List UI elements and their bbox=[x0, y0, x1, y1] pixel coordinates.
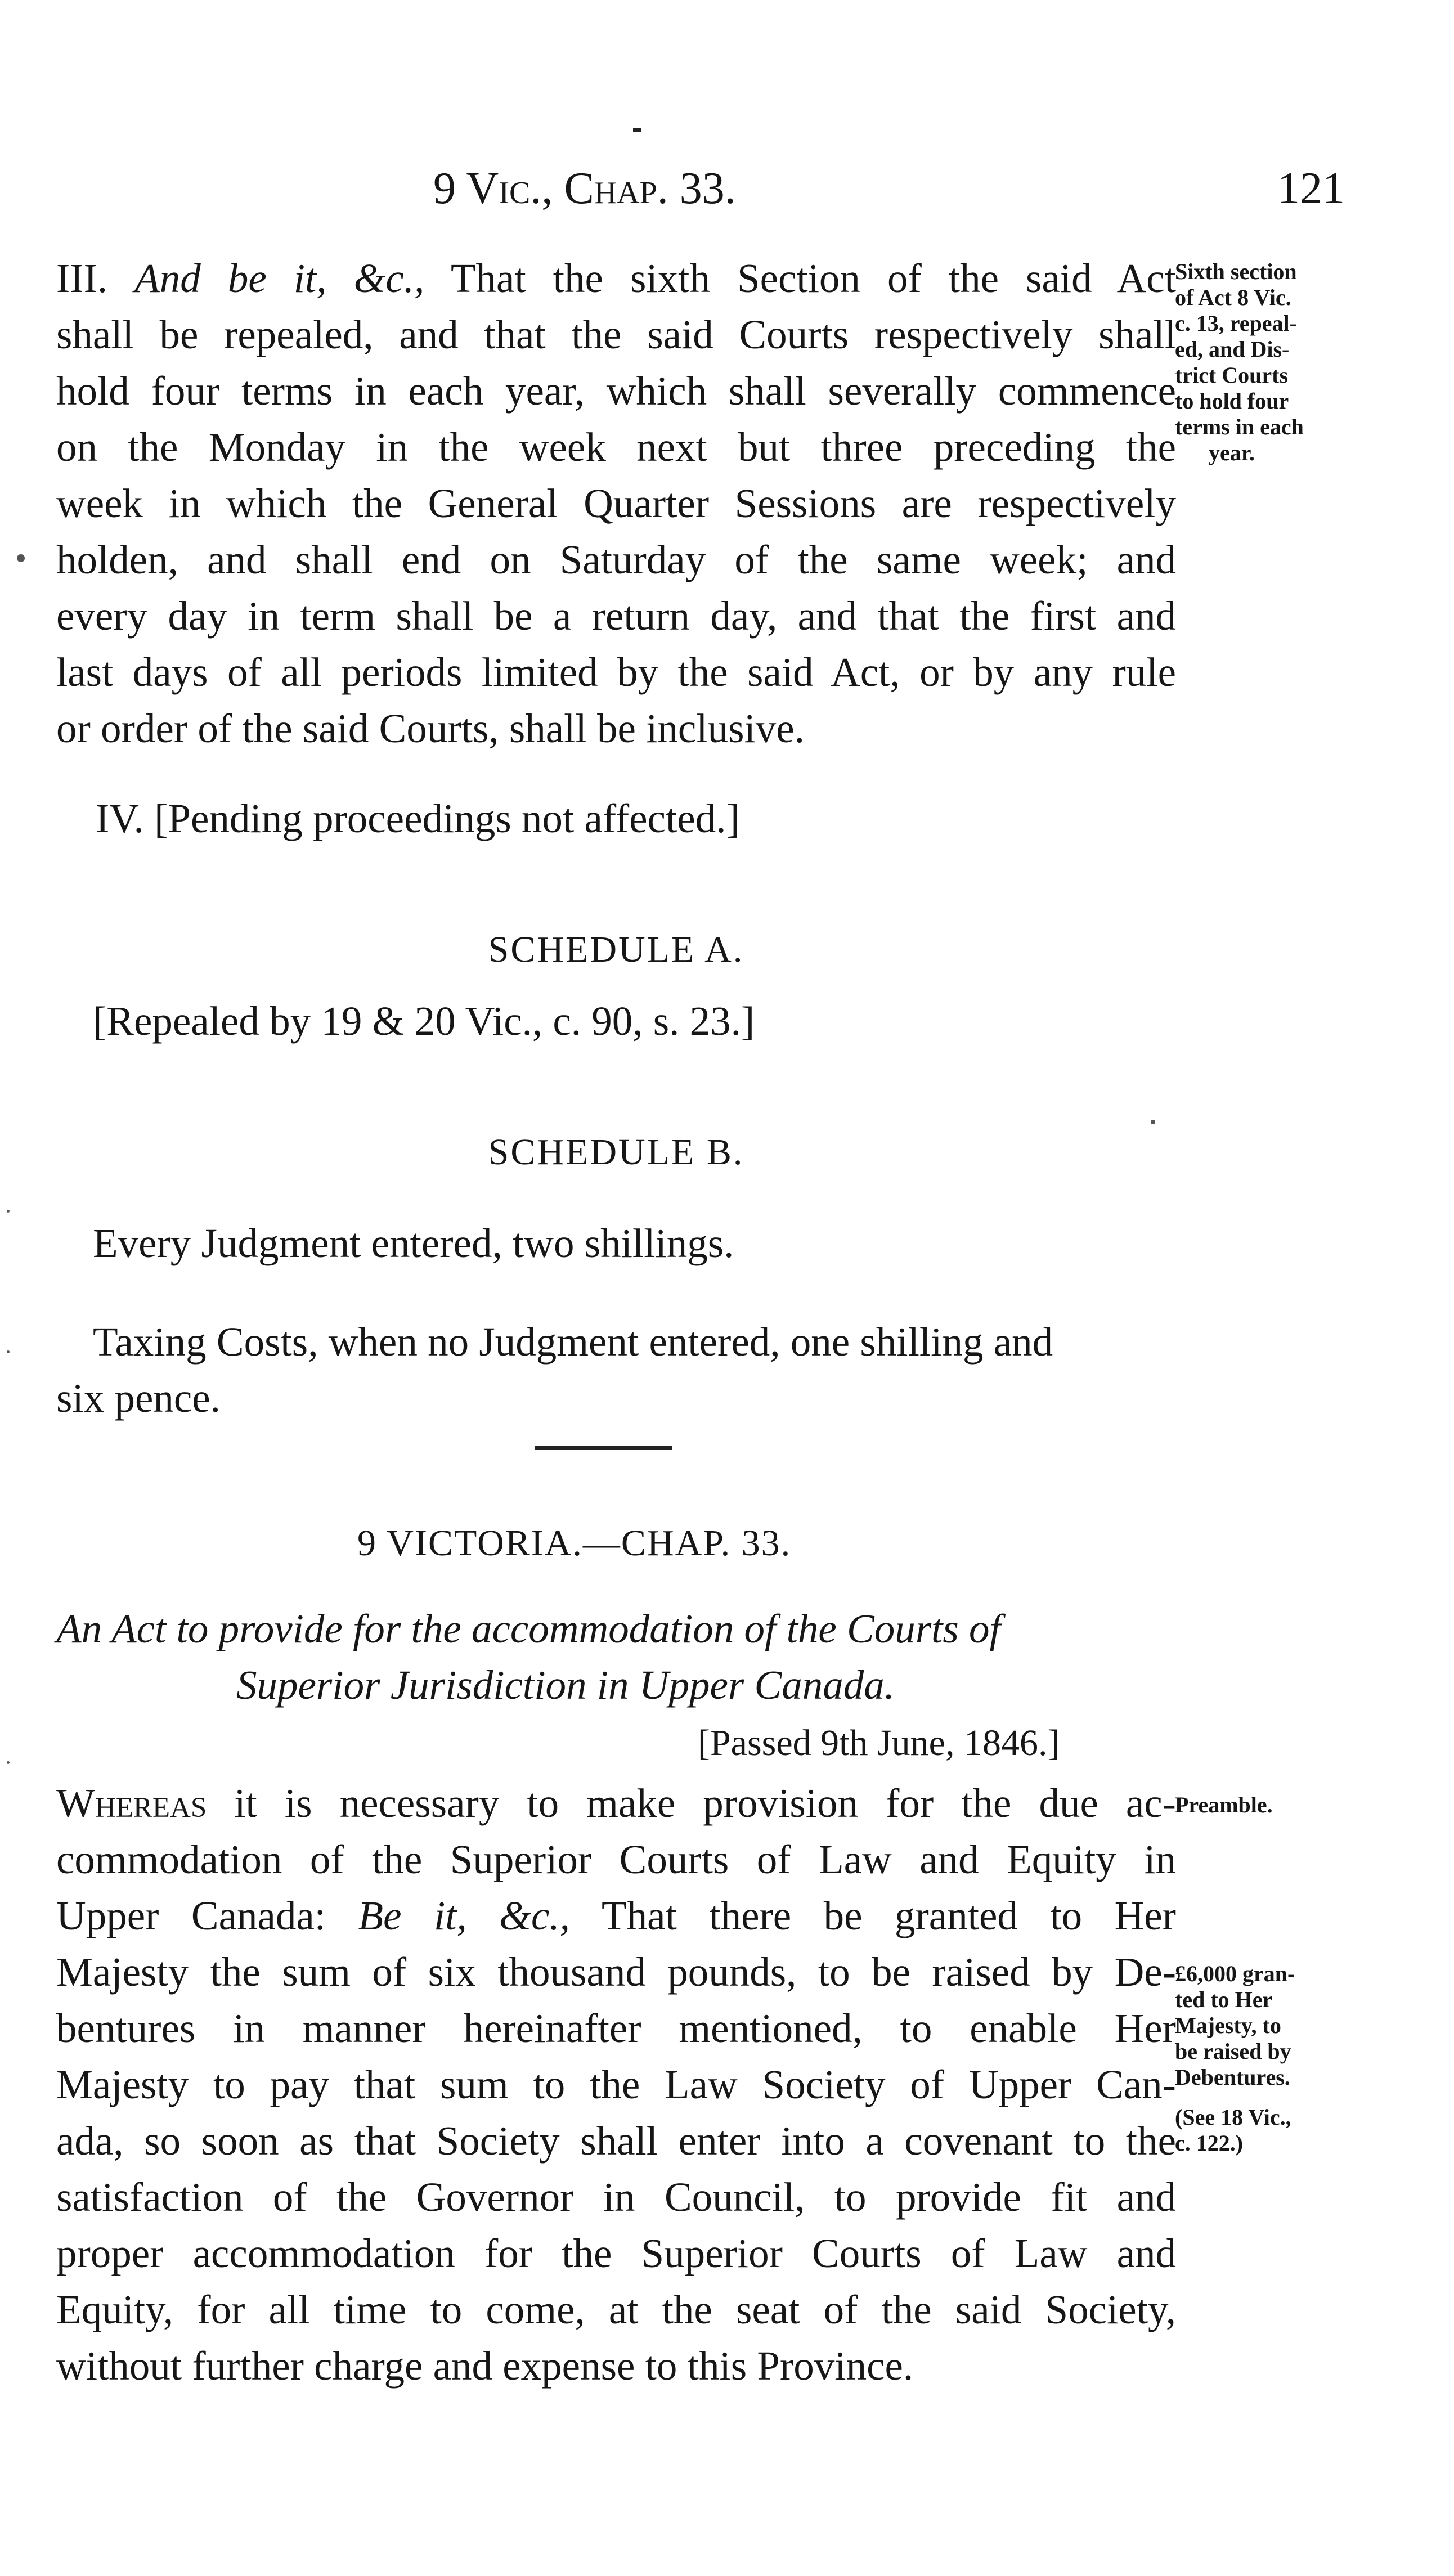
chapter-line-9: proper accommodation for the Superior Courts of Law and bbox=[56, 2231, 1176, 2276]
chapter-line-8: satisfaction of the Governor in Council, to provide fit and bbox=[56, 2174, 1176, 2220]
scan-speck bbox=[17, 554, 25, 562]
section-divider-rule bbox=[535, 1446, 672, 1450]
margin-note-grant: £6,000 gran- ted to Her Majesty, to be raised by Debentures. (See 18 Vic., c. 122.) bbox=[1175, 1961, 1295, 2156]
chapter-line-4: Majesty the sum of six thousand pounds, to be raised by De- bbox=[56, 1949, 1176, 1995]
section-iii-line-5: week in which the General Quarter Sessions are respectively bbox=[56, 481, 1176, 526]
top-mark bbox=[633, 128, 641, 132]
schedule-b-heading: SCHEDULE B. bbox=[488, 1132, 744, 1173]
margin-note-sixth-section: Sixth section of Act 8 Vic. c. 13, repeal- ed, and Dis- trict Courts to hold four terms in each year. bbox=[1175, 259, 1304, 465]
scan-speck bbox=[7, 1210, 10, 1213]
chapter-heading: 9 VICTORIA.—CHAP. 33. bbox=[357, 1523, 792, 1564]
scan-speck bbox=[7, 1761, 10, 1764]
schedule-b-item-1: Every Judgment entered, two shillings. bbox=[93, 1220, 734, 1266]
section-iv: IV. [Pending proceedings not affected.] bbox=[96, 796, 740, 841]
act-title-line-2: Superior Jurisdiction in Upper Canada. bbox=[236, 1662, 895, 1708]
section-iii-line-1: III. And be it, &c., That the sixth Section of the said Act bbox=[56, 255, 1176, 301]
schedule-b-item-2-line-1: Taxing Costs, when no Judgment entered, one shilling and bbox=[93, 1319, 1053, 1365]
chapter-line-11: without further charge and expense to this Province. bbox=[56, 2343, 914, 2389]
chapter-line-7: ada, so soon as that Society shall enter into a covenant to the bbox=[56, 2118, 1176, 2164]
schedule-a-heading: SCHEDULE A. bbox=[488, 929, 744, 970]
scan-speck bbox=[7, 1350, 10, 1353]
chapter-line-2: commodation of the Superior Courts of Law and Equity in bbox=[56, 1837, 1176, 1882]
schedule-a-text: [Repealed by 19 & 20 Vic., c. 90, s. 23.] bbox=[93, 998, 755, 1044]
section-iii-line-9: or order of the said Courts, shall be inclusive. bbox=[56, 706, 805, 751]
section-iii-line-6: holden, and shall end on Saturday of the same week; and bbox=[56, 537, 1176, 582]
margin-note-preamble: Preamble. bbox=[1175, 1792, 1273, 1817]
act-title-line-1: An Act to provide for the accommodation of the Courts of bbox=[56, 1606, 1001, 1651]
section-iii-line-4: on the Monday in the week next but three preceding the bbox=[56, 424, 1176, 470]
chapter-line-6: Majesty to pay that sum to the Law Society of Upper Can- bbox=[56, 2062, 1176, 2107]
chapter-line-5: bentures in manner hereinafter mentioned, to enable Her bbox=[56, 2005, 1176, 2051]
chapter-line-3: Upper Canada: Be it, &c., That there be granted to Her bbox=[56, 1893, 1176, 1938]
scan-speck bbox=[1151, 1120, 1155, 1124]
schedule-b-item-2-line-2: six pence. bbox=[56, 1375, 221, 1421]
section-iii-line-3: hold four terms in each year, which shall severally commence bbox=[56, 368, 1176, 414]
section-iii-line-7: every day in term shall be a return day, and that the first and bbox=[56, 593, 1176, 639]
running-header-title: 9 Vic., Chap. 33. bbox=[433, 164, 736, 213]
passed-date: [Passed 9th June, 1846.] bbox=[698, 1722, 1060, 1763]
page-number: 121 bbox=[1277, 164, 1345, 213]
section-iii-line-8: last days of all periods limited by the said Act, or by any rule bbox=[56, 649, 1176, 695]
chapter-line-1: Whereas it is necessary to make provision for the due ac- bbox=[56, 1780, 1176, 1826]
chapter-line-10: Equity, for all time to come, at the seat of the said Society, bbox=[56, 2287, 1176, 2332]
section-iii-line-2: shall be repealed, and that the said Courts respectively shall bbox=[56, 312, 1176, 357]
